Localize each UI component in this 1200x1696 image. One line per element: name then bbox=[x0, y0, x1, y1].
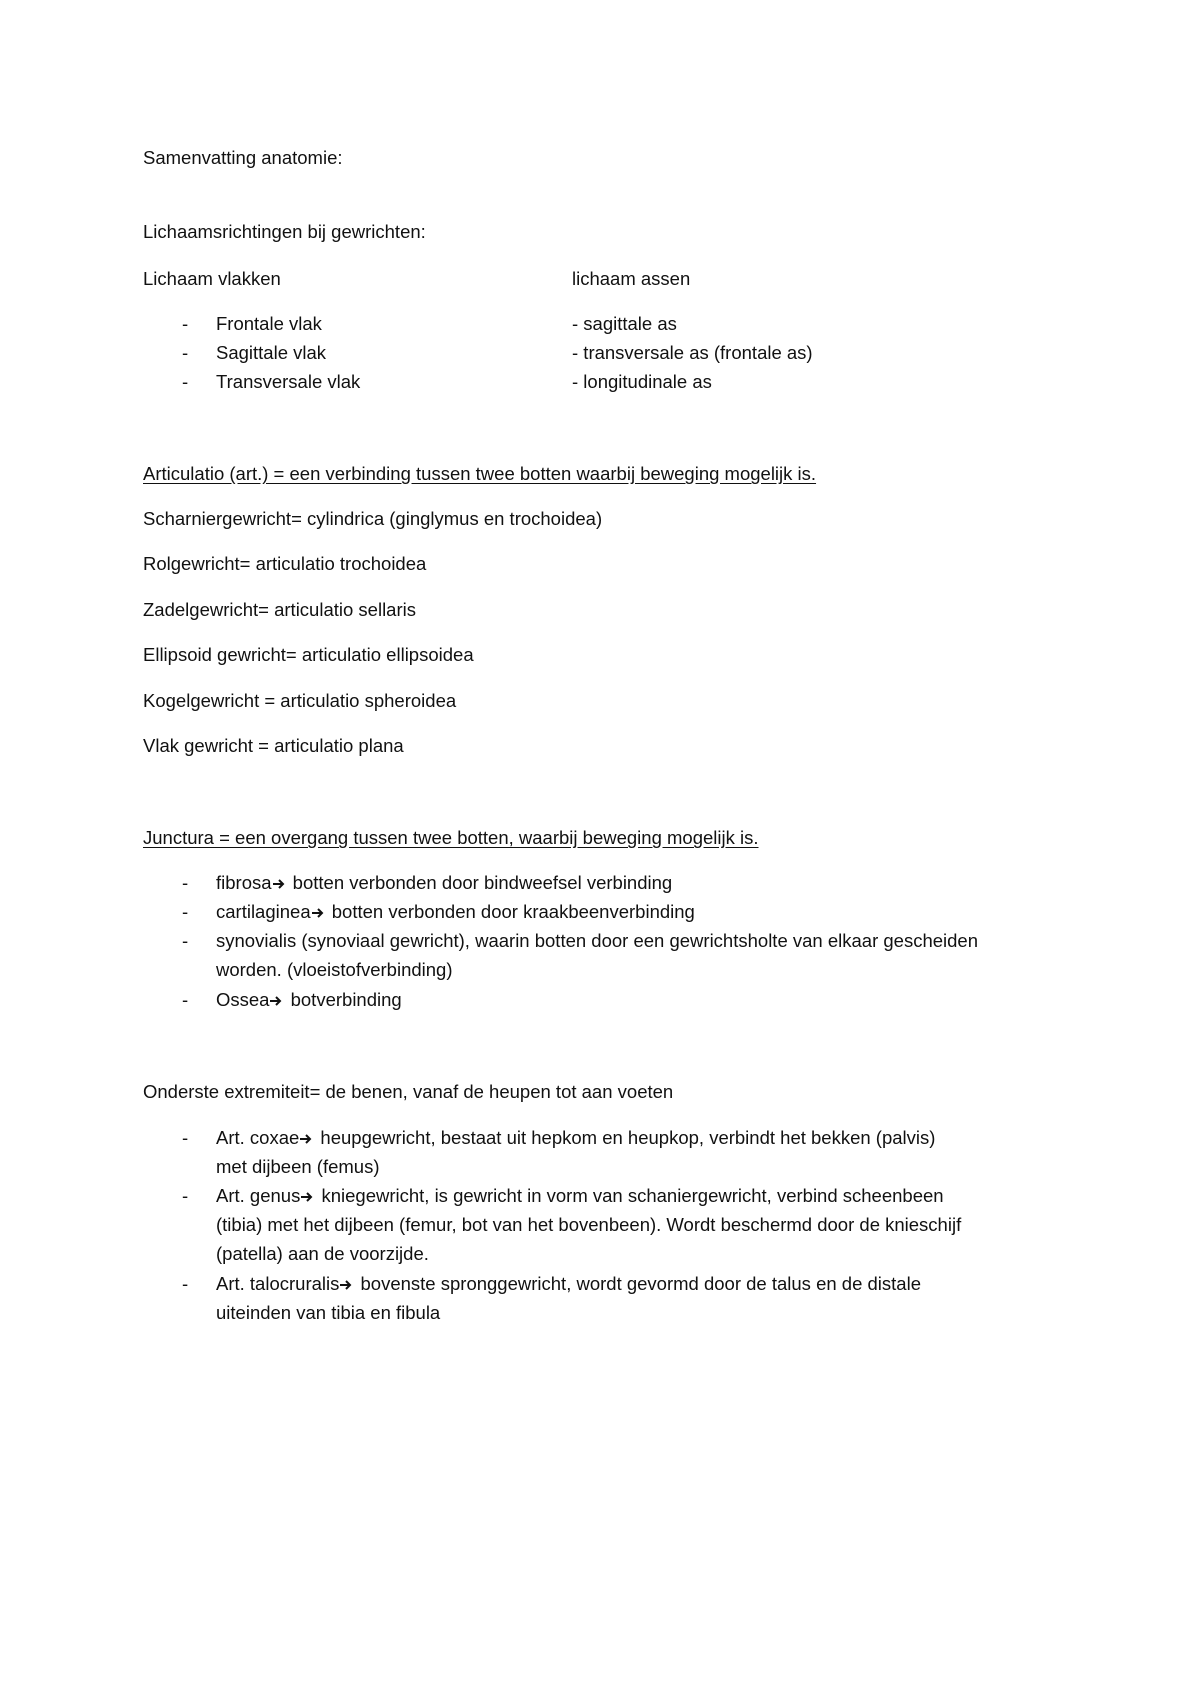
list-bullet: - bbox=[182, 989, 189, 1010]
list-bullet: - bbox=[182, 342, 189, 363]
list-item-line: met dijbeen (femus) bbox=[216, 1156, 380, 1177]
section-heading-lower-extremity: Onderste extremiteit= de benen, vanaf de heupen tot aan voeten bbox=[143, 1081, 674, 1102]
text-line: Ellipsoid gewricht= articulatio ellipsoidea bbox=[143, 644, 474, 665]
list-item-axis: - transversale as (frontale as) bbox=[572, 342, 813, 363]
list-item-line: worden. (vloeistofverbinding) bbox=[216, 959, 453, 980]
list-item-text: botten verbonden door kraakbeenverbinding bbox=[326, 901, 695, 922]
list-item bbox=[216, 1129, 935, 1148]
list-bullet: - bbox=[182, 313, 189, 334]
right-arrow-icon bbox=[269, 995, 283, 1007]
list-bullet: - bbox=[182, 872, 189, 893]
list-item-line: (patella) aan de voorzijde. bbox=[216, 1243, 429, 1264]
column-heading-axes: lichaam assen bbox=[572, 268, 691, 289]
list-item-line: synovialis (synoviaal gewricht), waarin botten door een gewrichtsholte van elkaar gescheiden bbox=[216, 930, 978, 951]
list-bullet: - bbox=[182, 901, 189, 922]
section-heading-articulatio: Articulatio (art.) = een verbinding tussen twee botten waarbij beweging mogelijk is. bbox=[143, 463, 817, 484]
right-arrow-icon bbox=[299, 1133, 313, 1145]
list-item-line: uiteinden van tibia en fibula bbox=[216, 1302, 441, 1323]
list-bullet: - bbox=[182, 1273, 189, 1294]
list-bullet: - bbox=[182, 371, 189, 392]
list-item-term: Ossea bbox=[216, 989, 270, 1010]
list-item-axis: - longitudinale as bbox=[572, 371, 712, 392]
list-item bbox=[216, 874, 672, 893]
text-line: Kogelgewricht = articulatio spheroidea bbox=[143, 690, 457, 711]
list-item-text: kniegewricht, is gewricht in vorm van schaniergewricht, verbind scheenbeen bbox=[316, 1185, 944, 1206]
right-arrow-icon bbox=[339, 1279, 353, 1291]
list-item-plane: Transversale vlak bbox=[216, 371, 361, 392]
right-arrow-icon bbox=[272, 878, 286, 890]
column-heading-planes: Lichaam vlakken bbox=[143, 268, 281, 289]
list-item-term: fibrosa bbox=[216, 872, 272, 893]
list-item bbox=[216, 991, 402, 1010]
text-line: Rolgewricht= articulatio trochoidea bbox=[143, 553, 427, 574]
list-item-term: Art. coxae bbox=[216, 1127, 300, 1148]
list-item-term: Art. talocruralis bbox=[216, 1273, 340, 1294]
document-title: Samenvatting anatomie: bbox=[143, 147, 343, 168]
text-line: Vlak gewricht = articulatio plana bbox=[143, 735, 404, 756]
list-item-plane: Frontale vlak bbox=[216, 313, 322, 334]
list-bullet: - bbox=[182, 1127, 189, 1148]
right-arrow-icon bbox=[311, 907, 325, 919]
list-item-term: cartilaginea bbox=[216, 901, 311, 922]
list-item-line: (tibia) met het dijbeen (femur, bot van het bovenbeen). Wordt beschermd door de knieschijf bbox=[216, 1214, 962, 1235]
list-item bbox=[216, 1275, 921, 1294]
list-item-axis: - sagittale as bbox=[572, 313, 677, 334]
list-item-text: heupgewricht, bestaat uit hepkom en heupkop, verbindt het bekken (palvis) bbox=[315, 1127, 936, 1148]
right-arrow-icon bbox=[300, 1191, 314, 1203]
list-item-text: botverbinding bbox=[285, 989, 402, 1010]
list-item-text: bovenste spronggewricht, wordt gevormd door de talus en de distale bbox=[355, 1273, 921, 1294]
section-heading-body-directions: Lichaamsrichtingen bij gewrichten: bbox=[143, 221, 426, 242]
list-item bbox=[216, 903, 695, 922]
list-item-text: botten verbonden door bindweefsel verbinding bbox=[287, 872, 673, 893]
section-heading-junctura: Junctura = een overgang tussen twee botten, waarbij beweging mogelijk is. bbox=[143, 827, 759, 848]
text-line: Scharniergewricht= cylindrica (ginglymus en trochoidea) bbox=[143, 508, 603, 529]
list-bullet: - bbox=[182, 1185, 189, 1206]
list-item bbox=[216, 1187, 944, 1206]
text-line: Zadelgewricht= articulatio sellaris bbox=[143, 599, 416, 620]
list-item-plane: Sagittale vlak bbox=[216, 342, 327, 363]
list-item-term: Art. genus bbox=[216, 1185, 301, 1206]
list-bullet: - bbox=[182, 930, 189, 951]
